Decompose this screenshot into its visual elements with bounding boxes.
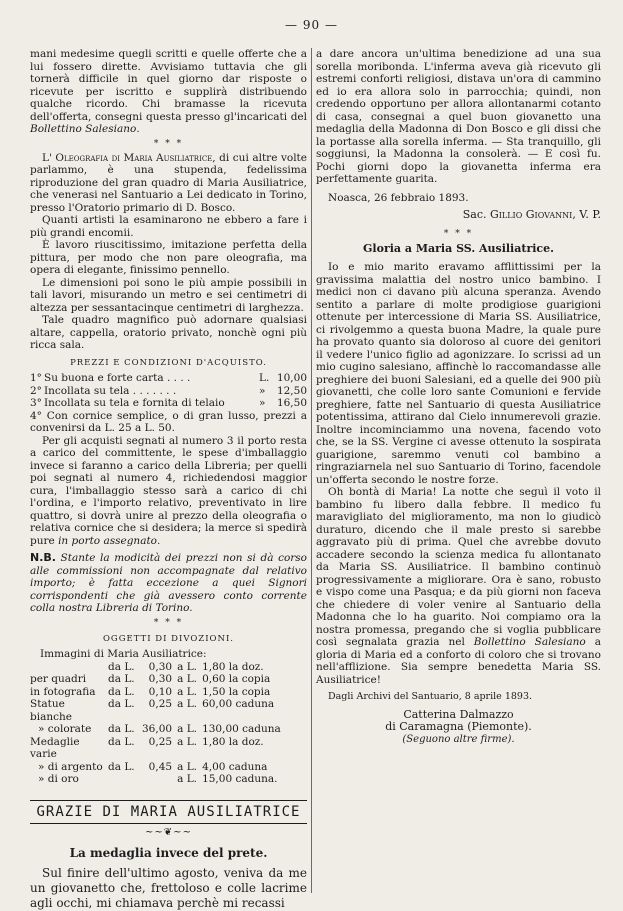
- table-row: 1° Su buona e forte carta . . . . L. 10,00: [30, 372, 307, 384]
- paragraph: Quanti artisti la esaminarono ne ebbero a fare i più grandi encomii.: [30, 214, 307, 239]
- objects-heading: OGGETTI DI DIVOZIONI.: [102, 633, 235, 644]
- paragraph: Sul finire dell'ultimo agosto, veniva da me un giovanetto che, frettoloso e colle lacrime agli occhi, mi chiamava perchè mi recassi: [30, 865, 307, 910]
- paragraph: L' Oleografia di Maria Ausiliatrice, di cui altre volte parlammo, è una stupenda, fedelissima riproduzione del gran quadro di Maria Ausiliatrice, che venerasi nel Santuario a Lei dedicato in Torino, presso l'Oratorio primario di D. Bosco.: [30, 151, 307, 214]
- paragraph: Le dimensioni poi sono le più ampie possibili in tali lavori, misurando un metro e sei centimetri di altezza per sessantacinque centimetri di larghezza.: [30, 276, 307, 314]
- section-stars: * * *: [443, 228, 474, 239]
- signature-note: (Seguono altre firme).: [402, 733, 515, 745]
- paragraph: mani medesime quegli scritti e quelle offerte che a lui fossero dirette. Avvisiamo tuttavia che gli tornerà difficile in quel giorno dar risposte o ricevute per iscritto e supplirà distribuendo qualche ricordo. Chi bramasse la ricevuta dell'offerta, consegni questa presso gl'incaricati del Bollettino Salesiano.: [30, 48, 307, 135]
- table-row: Medaglie varie da L. 0,25 a L. 1,80 la doz.: [30, 735, 264, 760]
- prices-table: [30, 372, 307, 410]
- table-row: da L. 0,30 a L. 1,80 la doz.: [108, 660, 264, 673]
- table-row: per quadri da L. 0,30 a L. 0,60 la copia: [30, 673, 271, 685]
- left-column: [30, 48, 307, 911]
- table-row: Statue bianche da L. 0,25 a L. 60,00 caduna: [30, 698, 275, 723]
- section-stars: * * *: [153, 617, 184, 628]
- paragraph: Oh bontà di Maria! La notte che seguì il voto il bambino fu libero dalla febbre. Il medico fu maravigliato del miglioramento, ma non lo giudicò duraturo, dicendo che il male presto si sarebbe aggravato più di prima. Quel che avrebbe dovuto accadere secondo la scienza medica fu allontanato da Maria SS. Ausiliatrice. Il bambino continuò progressivamente a migliorare. Ora è sano, robusto e vispo come una Pasqua; e da più giorni non faceva che chiedere di voler venire al Santuario della Madonna che lo ha guarito. Noi compiamo ora la nostra promessa, pregando che si voglia pubblicare così segnalata grazia nel Bollettino Salesiano a gloria di Maria ed a conforto di coloro che si trovano nell'afflizione. Sia sempre benedetta Maria SS. Ausiliatrice!: [316, 486, 601, 686]
- images-title: Immagini di Maria Ausiliatrice:: [40, 648, 207, 660]
- table-row: » colorate da L. 36,00 a L. 130,00 caduna: [38, 723, 281, 735]
- table-row: » di oro a L. 15,00 caduna.: [38, 773, 278, 785]
- paragraph: È lavoro riuscitissimo, imitazione perfetta della pittura, per modo che non pare oleografia, ma opera di elegante, finissimo pennello.: [30, 239, 307, 276]
- signature: Catterina Dalmazzo: [403, 707, 514, 721]
- dateline: Dagli Archivi del Santuario, 8 aprile 1893.: [328, 691, 533, 702]
- objects-table: [30, 661, 307, 786]
- signature: Sac. Gillio Giovanni, V. P.: [462, 208, 601, 221]
- column-divider: [311, 48, 312, 893]
- page-number: — 90 —: [285, 18, 338, 32]
- table-row: in fotografia da L. 0,10 a L. 1,50 la copia: [30, 685, 271, 698]
- article-title: La medaglia invece del prete.: [69, 846, 268, 860]
- right-column: [316, 48, 601, 746]
- table-row: 2° Incollata su tela . . . . . . . » 12,50: [30, 384, 307, 397]
- section-stars: * * *: [153, 138, 184, 149]
- table-row: 3° Incollata su tela e fornita di telaio » 16,50: [30, 397, 307, 409]
- prices-heading: PREZZI E CONDIZIONI D'ACQUISTO.: [70, 357, 267, 368]
- paragraph: Per gli acquisti segnati al numero 3 il porto resta a carico del committente, le spese d'imballaggio invece si faranno a carico della Libreria; per quelli poi segnati al numero 4, richiedendosi maggior cura, l'imballaggio stesso sarà a carico di chi l'ordina, e l'importo relativo, preventivato in lire quattro, si dovrà unire al prezzo della oleografia o relativa cornice che si desidera; la merce si spedirà pure in porto assegnato.: [30, 434, 307, 547]
- table-row: » di argento da L. 0,45 a L. 4,00 caduna: [38, 760, 268, 773]
- paragraph: Tale quadro magnifico può adornare qualsiasi altare, cappella, oratorio privato, nonchè ogni più ricca sala.: [30, 314, 307, 351]
- paragraph: a dare ancora un'ultima benedizione ad una sua sorella moribonda. L'inferma aveva già ricevuto gli estremi conforti religiosi, distava un'ora di cammino ed io era allora solo in parrocchia; quindi, non credendo opportuno per allora allontanarmi cotanto di casa, consegnai a quel buon giovanetto una medaglia della Madonna di Don Bosco e gli dissi che la portasse alla sorella inferma. — Sta tranquillo, gli soggiunsi, la Madonna la consolerà. — E così fu. Pochi giorni dopo la giovanetta inferma era perfettamente guarita.: [316, 48, 601, 185]
- paragraph: Io e mio marito eravamo afflittissimi per la gravissima malattia del nostro unico bambino. I medici non ci davano più alcuna speranza. Avendo sentito a parlare di molte prodigiose guarigioni ottenute per intercessione di Maria SS. Ausiliatrice, ci rivolgemmo a questa buona Madre, la quale pure ha provato quanto sia doloroso al cuore dei genitori il vedere l'unico figlio ad agonizzare. Io scrissi ad un mio cugino salesiano, affinchè lo raccomandasse alle preghiere dei buoni Salesiani, ed a quelle dei 900 più giovanetti, che colle loro sante Comunioni e fervide preghiere, fatte nel Santuario di questa Ausiliatrice potentissima, attirano dal Cielo innumerevoli grazie. Inoltre incominciammo una novena, facendo voto che, se la SS. Vergine ci avesse ottenuto la sospirata guarigione, saremmo venuti col bambino a ringraziarnela nel suo Santuario di Torino, facendole un'offerta secondo le nostre forze.: [316, 261, 601, 486]
- nota-bene: N.B. Stante la modicità dei prezzi non si dà corso alle commissioni non accompagnate dal relativo importo; è fatta eccezione a quei Signori corrispondenti che già avessero conto corrente colla nostra Libreria di Torino.: [30, 551, 307, 614]
- dateline: Noasca, 26 febbraio 1893.: [328, 191, 469, 204]
- article-title: Gloria a Maria SS. Ausiliatrice.: [363, 241, 554, 255]
- price-item-4: 4° Con cornice semplice, o di gran lusso, prezzi a convenirsi da L. 25 a L. 50.: [30, 409, 307, 434]
- ornament: ~~❦~~: [145, 826, 192, 838]
- signature-place: di Caramagna (Piemonte).: [385, 720, 532, 733]
- section-title: GRAZIE DI MARIA AUSILIATRICE: [30, 800, 307, 824]
